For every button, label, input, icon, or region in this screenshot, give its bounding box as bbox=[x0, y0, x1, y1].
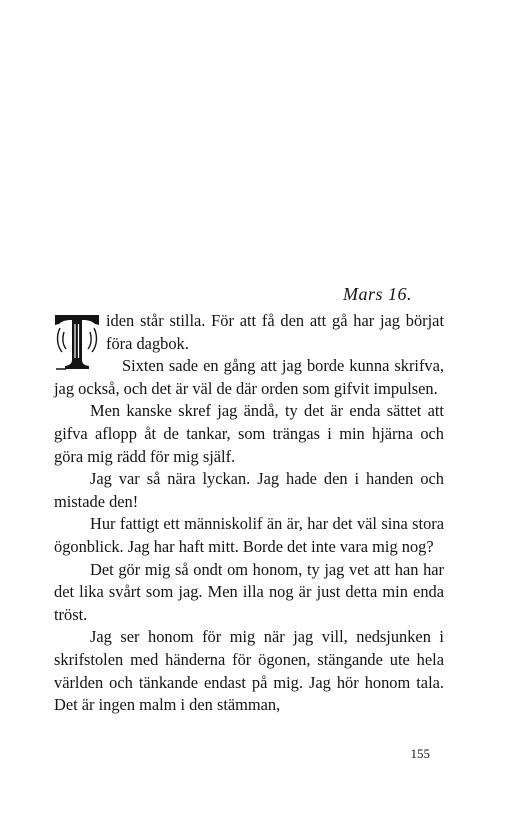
date-heading: Mars 16. bbox=[342, 284, 412, 304]
page-number: 155 bbox=[410, 746, 430, 761]
body-text bbox=[54, 310, 444, 717]
paragraph-3: Jag var så nära lyckan. Jag hade den i handen och mistade den! bbox=[54, 469, 444, 511]
ornamental-dropcap-icon bbox=[54, 312, 100, 370]
paragraph-2: Men kanske skref jag ändå, ty det är enda sättet att gifva aflopp åt de tankar, som trängas i min hjärna och göra mig rädd för mig själf. bbox=[54, 401, 444, 466]
paragraph-1-lead: iden står stilla. För att få den att gå har jag börjat föra dagbok. bbox=[106, 311, 444, 353]
paragraph-5: Det gör mig så ondt om honom, ty jag vet att han har det lika svårt som jag. Men illa nog är just detta min enda tröst. bbox=[54, 559, 444, 624]
paragraph-6: Jag ser honom för mig när jag vill, nedsjunken i skrifstolen med händerna för ögonen, stängande ute hela världen och tänkande endast på mig. Jag hör honom tala. Det är ingen malm i den stämman, bbox=[54, 627, 444, 715]
paragraph-4: Hur fattigt ett människolif än är, har det väl sina stora ögonblick. Jag har haft mitt. Borde det inte vara mig nog? bbox=[54, 514, 444, 556]
paragraph-1-rest: Sixten sade en gång att jag borde kunna skrifva, jag också, och det är väl de där orden som gifvit impulsen. bbox=[54, 356, 444, 398]
paragraph-1 bbox=[54, 310, 444, 400]
